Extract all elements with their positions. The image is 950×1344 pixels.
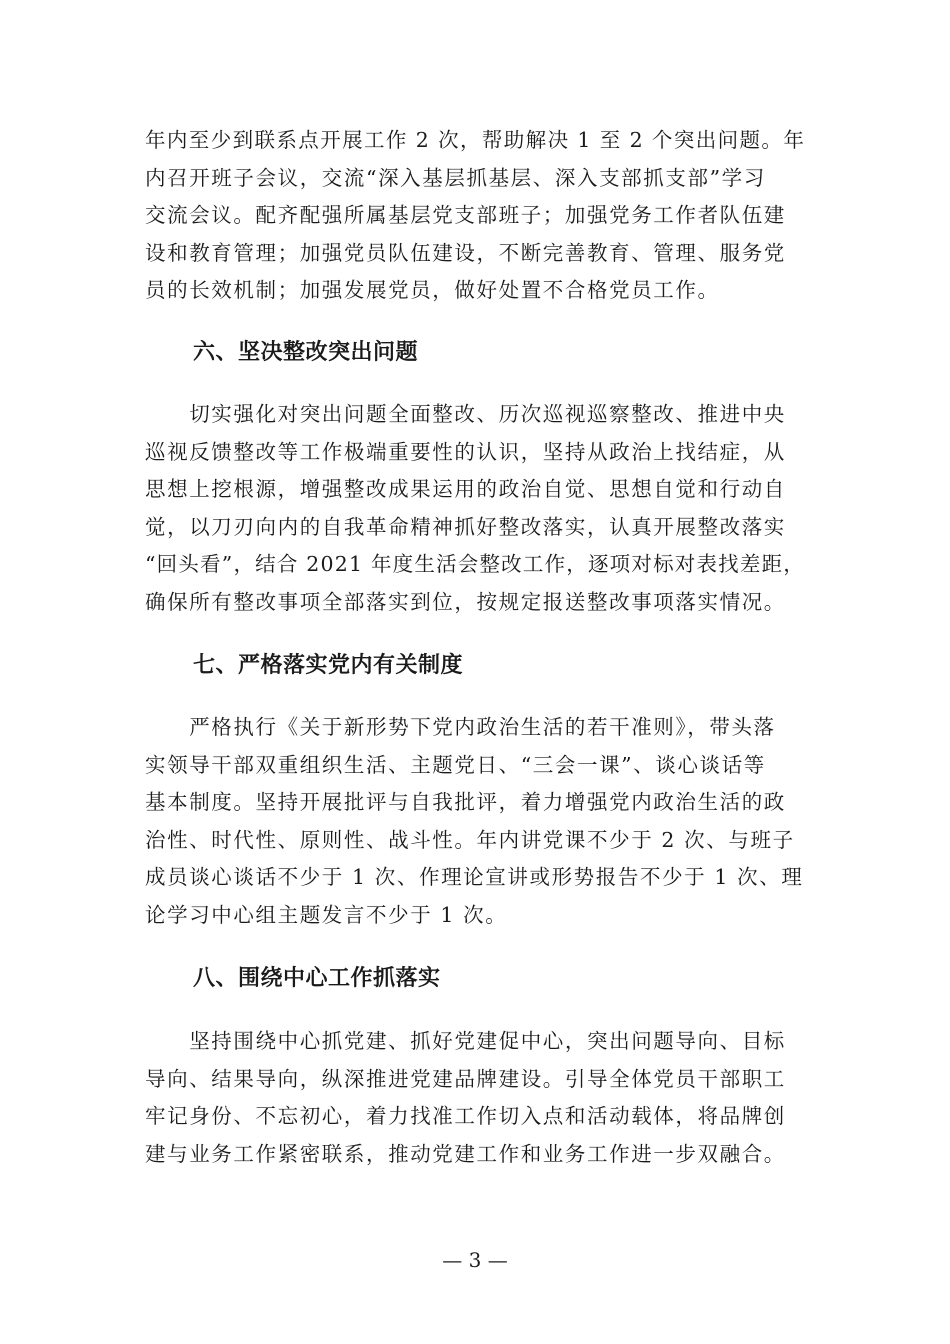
text-line: 年内至少到联系点开展工作 2 次，帮助解决 1 至 2 个突出问题。年 xyxy=(145,128,806,152)
text-line: 导向、结果导向，纵深推进党建品牌建设。引导全体党员干部职工 xyxy=(145,1066,786,1091)
text-line: 建与业务工作紧密联系，推动党建工作和业务工作进一步双融合。 xyxy=(145,1141,786,1166)
text-line: 确保所有整改事项全部落实到位，按规定报送整改事项落实情况。 xyxy=(145,589,786,614)
text-line: 内召开班子会议，交流“深入基层抓基层、深入支部抓支部”学习 xyxy=(145,165,766,190)
text-line: 交流会议。配齐配强所属基层党支部班子；加强党务工作者队伍建 xyxy=(145,203,786,227)
text-line: 切实强化对突出问题全面整改、历次巡视巡察整改、推进中央 xyxy=(145,402,786,426)
text-line: 巡视反馈整改等工作极端重要性的认识，坚持从政治上找结症，从 xyxy=(145,439,786,464)
section-6-paragraph xyxy=(145,396,810,621)
text-line: 严格执行《关于新形势下党内政治生活的若干准则》，带头落 xyxy=(145,715,776,739)
text-line: 成员谈心谈话不少于 1 次、作理论宣讲或形势报告不少于 1 次、理 xyxy=(145,865,804,889)
section-heading-6: 六、坚决整改突出问题 xyxy=(193,340,419,365)
paragraph-continued xyxy=(145,122,810,310)
text-line: 实领导干部双重组织生活、主题党日、“三会一课”、谈心谈话等 xyxy=(145,752,766,777)
section-heading-7: 七、严格落实党内有关制度 xyxy=(193,653,464,678)
text-line: 思想上挖根源，增强整改成果运用的政治自觉、思想自觉和行动自 xyxy=(145,477,786,501)
text-line: 坚持围绕中心抓党建、抓好党建促中心，突出问题导向、目标 xyxy=(145,1029,786,1053)
text-line: 治性、时代性、原则性、战斗性。年内讲党课不少于 2 次、与班子 xyxy=(145,827,795,852)
text-line: 员的长效机制；加强发展党员，做好处置不合格党员工作。 xyxy=(145,278,720,302)
text-line: 觉，以刀刃向内的自我革命精神抓好整改落实，认真开展整改落实 xyxy=(145,514,786,539)
text-line: 论学习中心组主题发言不少于 1 次。 xyxy=(145,902,508,927)
text-line: 设和教育管理；加强党员队伍建设，不断完善教育、管理、服务党 xyxy=(145,240,786,265)
text-line: 牢记身份、不忘初心，着力找准工作切入点和活动载体，将品牌创 xyxy=(145,1104,786,1128)
section-heading-8: 八、围绕中心工作抓落实 xyxy=(193,966,441,991)
section-7-paragraph xyxy=(145,709,810,934)
section-8-paragraph xyxy=(145,1023,810,1173)
page-number: — 3 — xyxy=(442,1248,508,1272)
text-line: “回头看”，结合 2021 年度生活会整改工作，逐项对标对表找差距， xyxy=(145,552,805,576)
text-line: 基本制度。坚持开展批评与自我批评，着力增强党内政治生活的政 xyxy=(145,790,786,814)
